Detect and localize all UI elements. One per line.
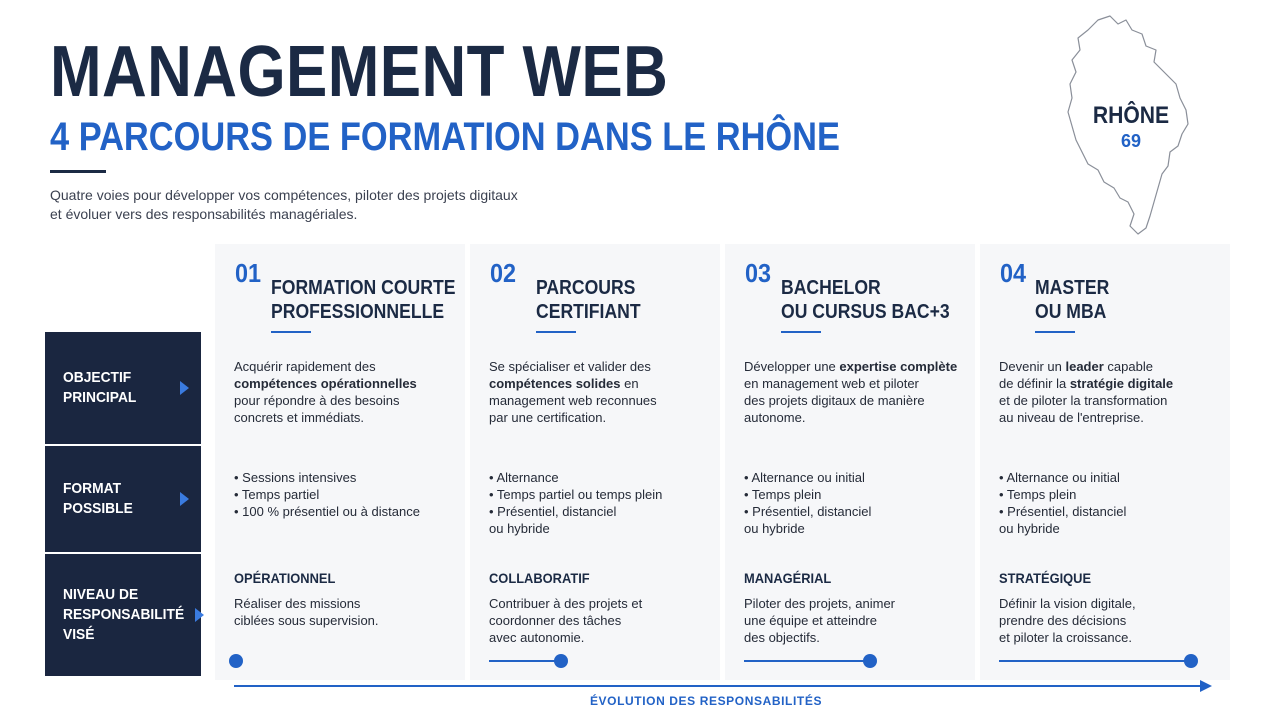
format-list xyxy=(234,469,462,520)
intro-line: et évoluer vers des responsabilités managériales. xyxy=(50,206,358,222)
course-title xyxy=(1035,276,1109,324)
objective-line xyxy=(744,392,972,409)
format-item: • Temps partiel xyxy=(234,487,320,502)
format-item: • Présentiel, distanciel xyxy=(744,504,872,519)
course-title xyxy=(781,276,950,324)
chevron-right-icon xyxy=(180,492,189,506)
format-list xyxy=(999,469,1227,537)
objective-segment: Devenir un xyxy=(999,359,1066,374)
description-line: Définir la vision digitale, xyxy=(999,596,1136,611)
map-name: RHÔNE xyxy=(1092,102,1170,129)
chevron-right-icon xyxy=(180,381,189,395)
format-item: • Temps plein xyxy=(999,487,1077,502)
objective-text xyxy=(999,358,1227,426)
row-label-niveau xyxy=(45,554,201,676)
description-line: Contribuer à des projets et xyxy=(489,596,643,611)
objective-segment: par une certification. xyxy=(489,410,607,425)
objective-highlight: compétences opérationnelles xyxy=(234,376,417,391)
objective-highlight: stratégie digitale xyxy=(1069,376,1174,391)
description-line: Réaliser des missions xyxy=(234,596,361,611)
objective-segment: Acquérir rapidement des xyxy=(234,359,376,374)
course-title-underline xyxy=(1035,331,1075,333)
objective-text xyxy=(234,358,462,426)
format-item: • Temps plein xyxy=(744,487,822,502)
responsibility-description xyxy=(234,595,462,629)
objective-line xyxy=(999,392,1227,409)
objective-segment: au niveau de l'entreprise. xyxy=(999,410,1144,425)
course-number: 02 xyxy=(490,258,517,288)
objective-line xyxy=(744,358,972,375)
format-item: ou hybride xyxy=(489,521,550,536)
format-list xyxy=(744,469,972,537)
description-line: prendre des décisions xyxy=(999,613,1127,628)
progress-dot xyxy=(863,654,877,668)
course-title xyxy=(271,276,455,324)
responsibility-level: OPÉRATIONNEL xyxy=(234,570,336,586)
course-column-04 xyxy=(980,244,1230,680)
row-label-objectif xyxy=(45,332,201,444)
course-number: 04 xyxy=(1000,258,1027,288)
course-title-underline xyxy=(781,331,821,333)
course-number: 03 xyxy=(745,258,772,288)
course-title-line: FORMATION COURTE xyxy=(271,277,456,299)
page-subtitle: 4 PARCOURS DE FORMATION DANS LE RHÔNE xyxy=(50,115,840,159)
responsibility-level: STRATÉGIQUE xyxy=(999,570,1092,586)
course-column-03 xyxy=(725,244,975,680)
row-label-text: FORMAT POSSIBLE xyxy=(63,480,133,517)
course-title-line: MASTER xyxy=(1035,277,1110,299)
objective-highlight: compétences solides xyxy=(489,376,621,391)
description-line: une équipe et atteindre xyxy=(744,613,877,628)
progress-track xyxy=(744,660,868,662)
responsibility-description xyxy=(489,595,717,646)
course-title-line: BACHELOR xyxy=(781,277,881,299)
format-item: • Sessions intensives xyxy=(234,470,357,485)
intro-line: Quatre voies pour développer vos compétences, piloter des projets digitaux xyxy=(50,187,518,203)
objective-line xyxy=(999,409,1227,426)
progress-dot xyxy=(1184,654,1198,668)
objective-segment: en xyxy=(620,376,639,391)
responsibility-level: MANAGÉRIAL xyxy=(744,570,832,586)
objective-line xyxy=(489,358,717,375)
axis-label: ÉVOLUTION DES RESPONSABILITÉS xyxy=(589,694,823,708)
course-number: 01 xyxy=(235,258,262,288)
evolution-axis xyxy=(234,685,1204,687)
objective-line xyxy=(234,392,462,409)
chevron-right-icon xyxy=(195,608,204,622)
objective-line xyxy=(234,358,462,375)
row-label-text: OBJECTIF PRINCIPAL xyxy=(63,369,137,406)
objective-line xyxy=(999,358,1227,375)
objective-text xyxy=(744,358,972,426)
description-line: des objectifs. xyxy=(744,630,820,645)
objective-highlight: leader xyxy=(1065,359,1104,374)
objective-line xyxy=(744,409,972,426)
progress-dot xyxy=(229,654,243,668)
format-item: • Présentiel, distanciel xyxy=(999,504,1127,519)
format-list xyxy=(489,469,717,537)
format-item: • Alternance xyxy=(489,470,559,485)
objective-line xyxy=(489,409,717,426)
objective-highlight: expertise complète xyxy=(839,359,958,374)
objective-segment: pour répondre à des besoins xyxy=(234,393,400,408)
map-number: 69 xyxy=(1120,131,1142,151)
objective-segment: Développer une xyxy=(744,359,840,374)
course-title-line: PROFESSIONNELLE xyxy=(271,301,445,323)
course-column-01 xyxy=(215,244,465,680)
title-divider xyxy=(50,170,106,173)
responsibility-level: COLLABORATIF xyxy=(489,570,590,586)
objective-text xyxy=(489,358,717,426)
course-title-line: CERTIFIANT xyxy=(536,301,641,323)
description-line: avec autonomie. xyxy=(489,630,585,645)
row-label-text: NIVEAU DE RESPONSABILITÉ VISÉ xyxy=(63,586,185,643)
map-label xyxy=(1076,104,1186,150)
format-item: • Temps partiel ou temps plein xyxy=(489,487,663,502)
responsibility-description xyxy=(744,595,972,646)
course-title-underline xyxy=(271,331,311,333)
course-title xyxy=(536,276,641,324)
progress-track xyxy=(489,660,559,662)
intro-text xyxy=(50,186,570,224)
objective-line xyxy=(489,392,717,409)
objective-line xyxy=(234,375,462,392)
progress-track xyxy=(999,660,1189,662)
objective-line xyxy=(744,375,972,392)
row-label-format xyxy=(45,446,201,552)
description-line: Piloter des projets, animer xyxy=(744,596,896,611)
objective-line xyxy=(489,375,717,392)
course-title-line: OU CURSUS BAC+3 xyxy=(781,301,950,323)
format-item: • Alternance ou initial xyxy=(999,470,1120,485)
description-line: coordonner des tâches xyxy=(489,613,622,628)
course-title-line: PARCOURS xyxy=(536,277,636,299)
course-title-line: OU MBA xyxy=(1035,301,1107,323)
objective-segment: management web reconnues xyxy=(489,393,657,408)
objective-segment: capable xyxy=(1103,359,1153,374)
description-line: ciblées sous supervision. xyxy=(234,613,379,628)
objective-segment: Se spécialiser et valider des xyxy=(489,359,651,374)
objective-segment: autonome. xyxy=(744,410,806,425)
arrow-right-icon xyxy=(1200,680,1212,692)
format-item: • 100 % présentiel ou à distance xyxy=(234,504,420,519)
description-line: et piloter la croissance. xyxy=(999,630,1132,645)
format-item: ou hybride xyxy=(999,521,1060,536)
objective-segment: concrets et immédiats. xyxy=(234,410,365,425)
course-column-02 xyxy=(470,244,720,680)
format-item: • Présentiel, distanciel xyxy=(489,504,617,519)
objective-line xyxy=(999,375,1227,392)
objective-segment: de définir la xyxy=(999,376,1070,391)
format-item: ou hybride xyxy=(744,521,805,536)
responsibility-description xyxy=(999,595,1227,646)
objective-segment: en management web et piloter xyxy=(744,376,919,391)
course-title-underline xyxy=(536,331,576,333)
objective-segment: et de piloter la transformation xyxy=(999,393,1168,408)
objective-line xyxy=(234,409,462,426)
format-item: • Alternance ou initial xyxy=(744,470,865,485)
page-title: MANAGEMENT WEB xyxy=(50,32,669,112)
progress-dot xyxy=(554,654,568,668)
objective-segment: des projets digitaux de manière xyxy=(744,393,925,408)
